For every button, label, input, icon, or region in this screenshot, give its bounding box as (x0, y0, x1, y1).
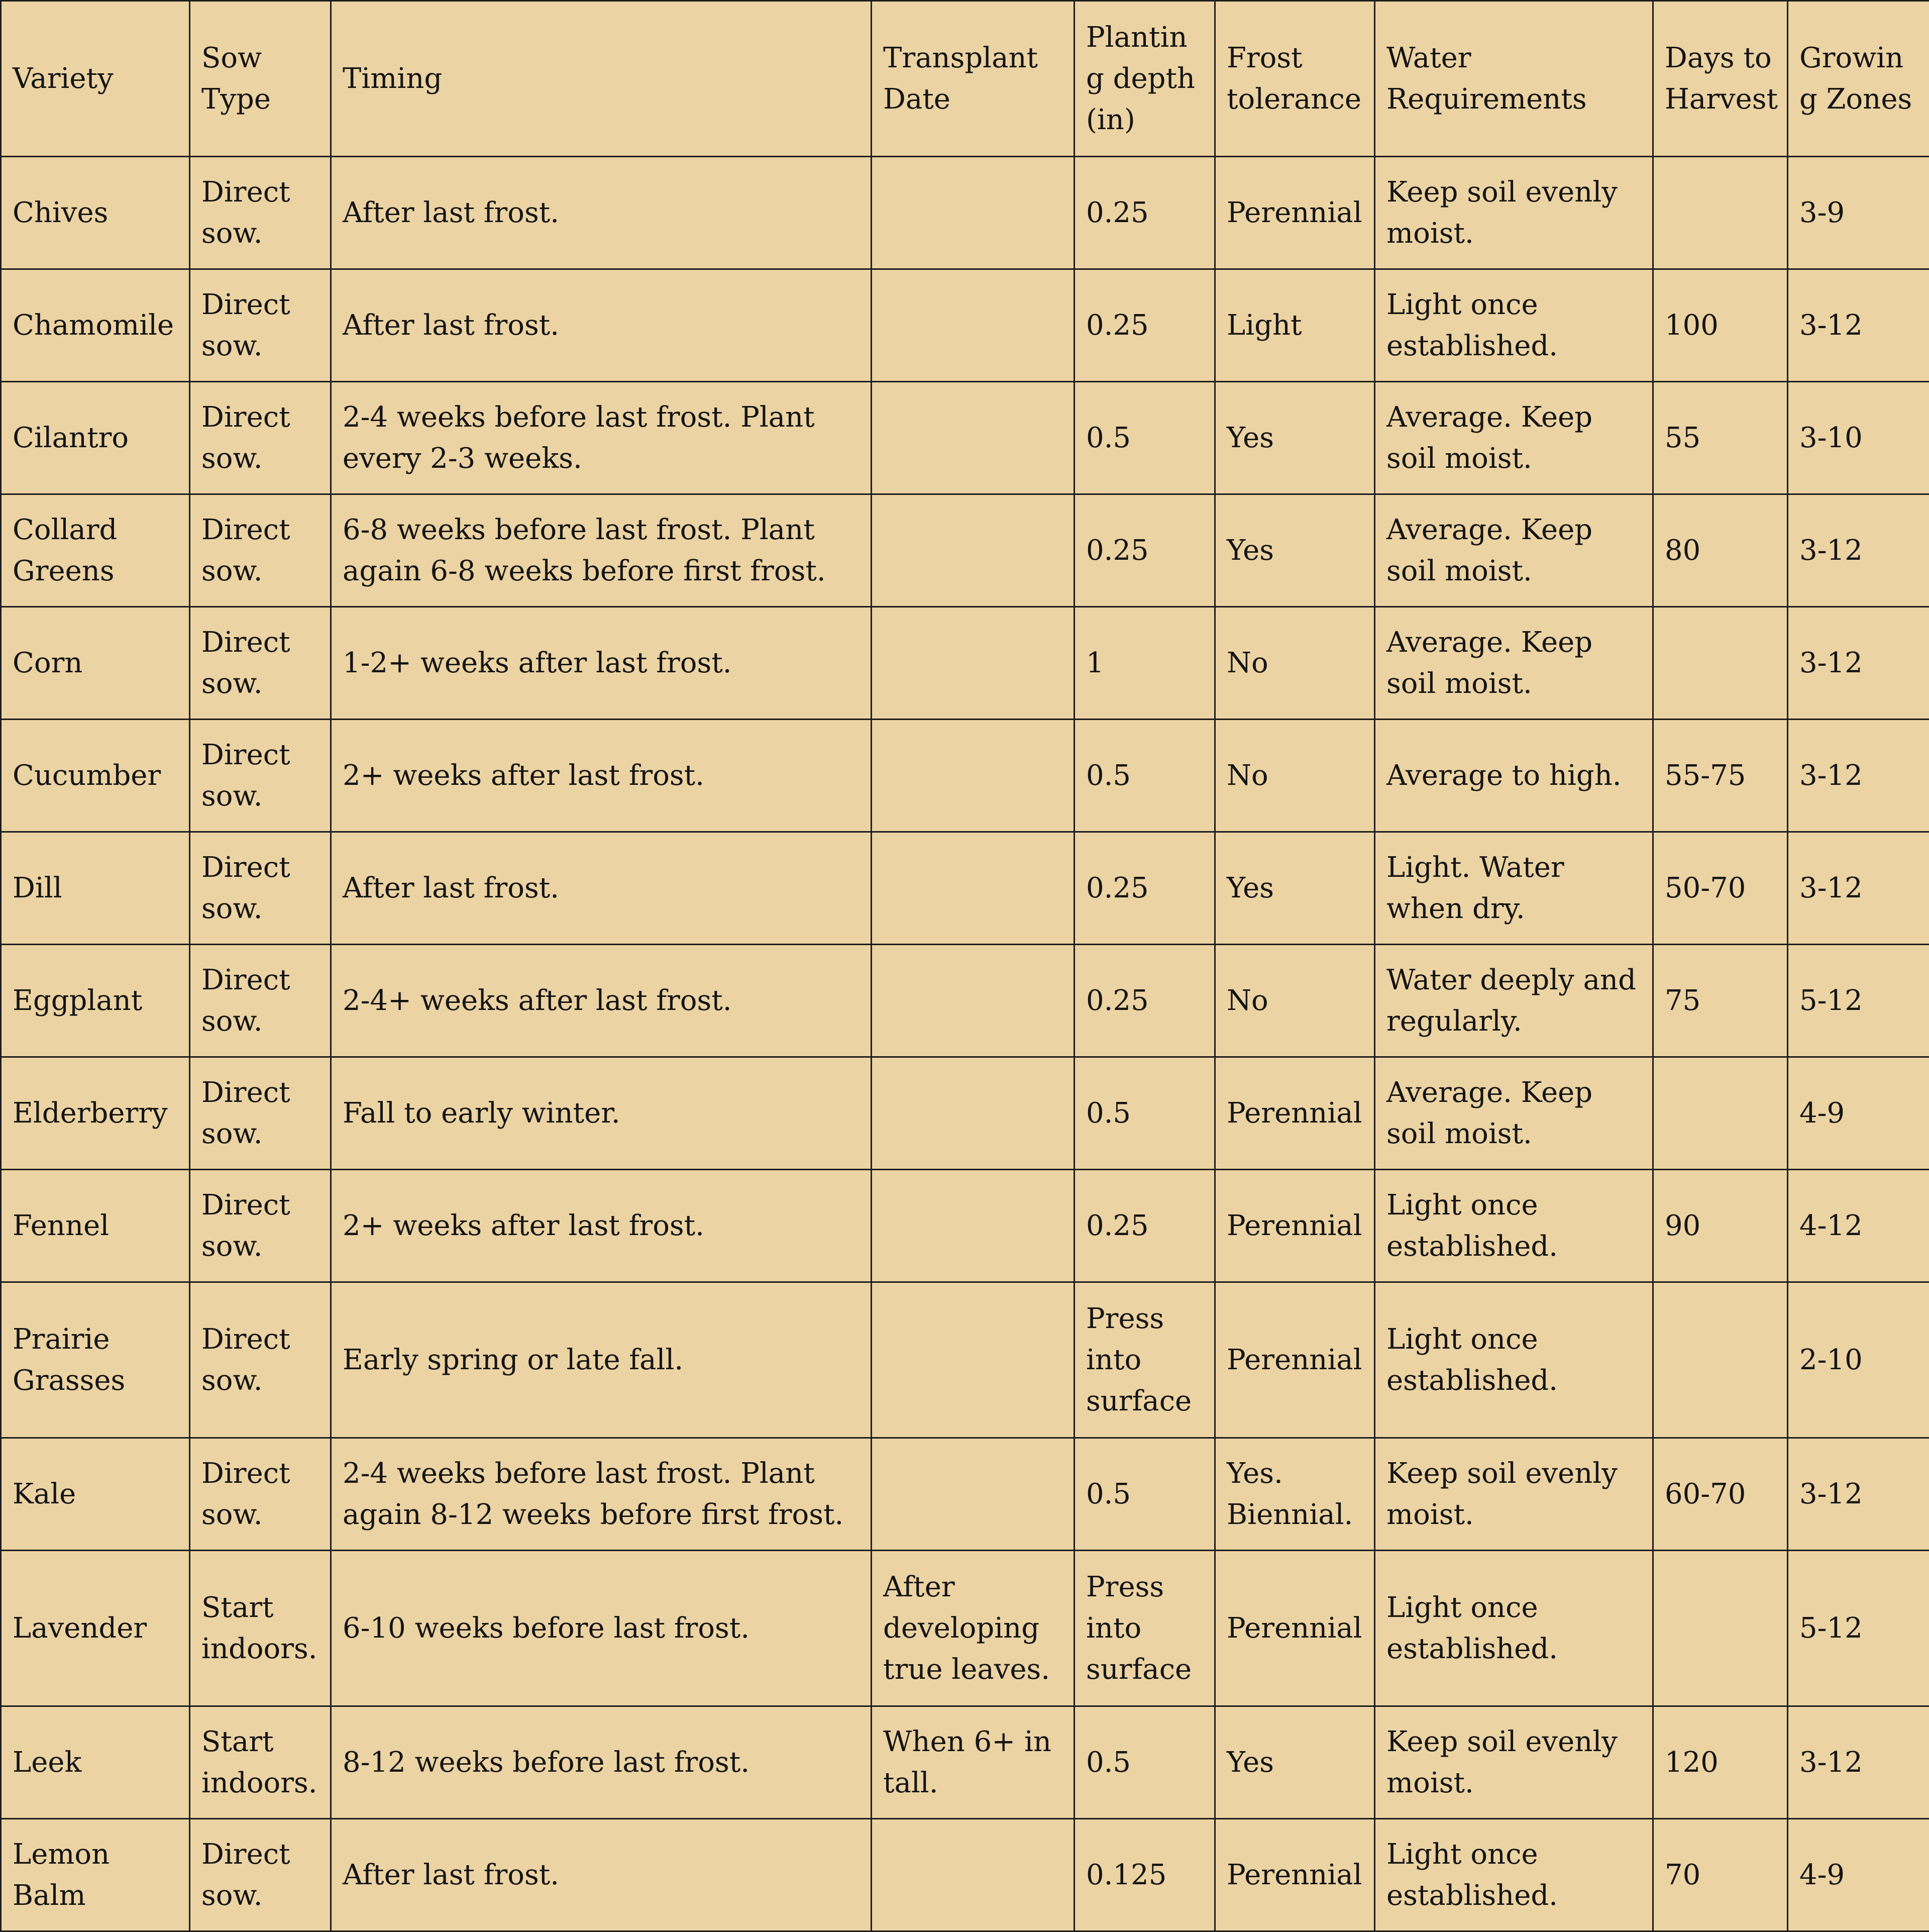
cell-water-requirements: Light once established. (1375, 269, 1653, 382)
cell-variety: Leek (1, 1706, 190, 1819)
cell-variety: Lavender (1, 1551, 190, 1706)
cell-growing-zones: 4-12 (1788, 1170, 1929, 1282)
cell-planting-depth: 0.5 (1075, 720, 1215, 832)
cell-growing-zones: 3-12 (1788, 607, 1929, 720)
header-timing: Timing (331, 1, 872, 157)
cell-transplant-date: After developing true leaves. (872, 1551, 1075, 1706)
cell-frost-tolerance: Yes (1215, 494, 1375, 607)
cell-transplant-date (872, 157, 1075, 269)
cell-timing: 6-8 weeks before last frost. Plant again 6-8 weeks before first frost. (331, 494, 872, 607)
cell-days-to-harvest: 120 (1653, 1706, 1788, 1819)
cell-water-requirements: Average. Keep soil moist. (1375, 494, 1653, 607)
cell-timing: 1-2+ weeks after last frost. (331, 607, 872, 720)
cell-variety: Lemon Balm (1, 1819, 190, 1931)
cell-timing: Early spring or late fall. (331, 1282, 872, 1438)
cell-frost-tolerance: Perennial (1215, 1551, 1375, 1706)
cell-timing: 2-4 weeks before last frost. Plant every 2-3 weeks. (331, 382, 872, 494)
cell-variety: Chives (1, 157, 190, 269)
cell-frost-tolerance: No (1215, 720, 1375, 832)
cell-planting-depth: 1 (1075, 607, 1215, 720)
cell-planting-depth: 0.5 (1075, 1706, 1215, 1819)
cell-water-requirements: Average to high. (1375, 720, 1653, 832)
header-planting-depth: Planting depth (in) (1075, 1, 1215, 157)
cell-days-to-harvest (1653, 1282, 1788, 1438)
cell-planting-depth: 0.25 (1075, 1170, 1215, 1282)
table-row (1, 494, 1929, 607)
cell-sow-type: Direct sow. (190, 1438, 331, 1551)
cell-days-to-harvest: 75 (1653, 945, 1788, 1057)
cell-growing-zones: 5-12 (1788, 1551, 1929, 1706)
cell-planting-depth: 0.5 (1075, 1438, 1215, 1551)
cell-sow-type: Direct sow. (190, 1282, 331, 1438)
table-row (1, 607, 1929, 720)
cell-variety: Fennel (1, 1170, 190, 1282)
cell-transplant-date (872, 269, 1075, 382)
header-frost-tolerance: Frost tolerance (1215, 1, 1375, 157)
cell-growing-zones: 4-9 (1788, 1819, 1929, 1931)
cell-frost-tolerance: Perennial (1215, 1057, 1375, 1170)
cell-days-to-harvest (1653, 1551, 1788, 1706)
table-row (1, 1170, 1929, 1282)
cell-variety: Collard Greens (1, 494, 190, 607)
table-row (1, 157, 1929, 269)
cell-variety: Prairie Grasses (1, 1282, 190, 1438)
cell-growing-zones: 3-9 (1788, 157, 1929, 269)
cell-water-requirements: Light. Water when dry. (1375, 832, 1653, 945)
cell-transplant-date (872, 1057, 1075, 1170)
cell-frost-tolerance: Yes (1215, 1706, 1375, 1819)
table-row (1, 720, 1929, 832)
cell-frost-tolerance: Light (1215, 269, 1375, 382)
cell-frost-tolerance: Perennial (1215, 157, 1375, 269)
cell-transplant-date (872, 1282, 1075, 1438)
cell-frost-tolerance: Perennial (1215, 1819, 1375, 1931)
cell-timing: 2-4 weeks before last frost. Plant again 8-12 weeks before first frost. (331, 1438, 872, 1551)
cell-sow-type: Direct sow. (190, 382, 331, 494)
table-row (1, 1057, 1929, 1170)
cell-frost-tolerance: Yes. Biennial. (1215, 1438, 1375, 1551)
table-row (1, 1438, 1929, 1551)
cell-transplant-date (872, 832, 1075, 945)
cell-sow-type: Direct sow. (190, 720, 331, 832)
cell-frost-tolerance: Perennial (1215, 1170, 1375, 1282)
cell-growing-zones: 4-9 (1788, 1057, 1929, 1170)
header-days-to-harvest: Days to Harvest (1653, 1, 1788, 157)
cell-transplant-date (872, 1170, 1075, 1282)
cell-sow-type: Direct sow. (190, 269, 331, 382)
cell-frost-tolerance: Perennial (1215, 1282, 1375, 1438)
cell-water-requirements: Average. Keep soil moist. (1375, 382, 1653, 494)
cell-sow-type: Direct sow. (190, 832, 331, 945)
cell-growing-zones: 2-10 (1788, 1282, 1929, 1438)
cell-timing: 6-10 weeks before last frost. (331, 1551, 872, 1706)
cell-frost-tolerance: No (1215, 945, 1375, 1057)
cell-variety: Dill (1, 832, 190, 945)
cell-water-requirements: Average. Keep soil moist. (1375, 607, 1653, 720)
cell-days-to-harvest (1653, 1057, 1788, 1170)
table-row (1, 1551, 1929, 1706)
cell-transplant-date (872, 720, 1075, 832)
cell-water-requirements: Average. Keep soil moist. (1375, 1057, 1653, 1170)
table-row (1, 832, 1929, 945)
cell-transplant-date: When 6+ in tall. (872, 1706, 1075, 1819)
header-sow-type: Sow Type (190, 1, 331, 157)
cell-planting-depth: Press into surface (1075, 1551, 1215, 1706)
table-row (1, 1706, 1929, 1819)
cell-timing: 2+ weeks after last frost. (331, 1170, 872, 1282)
cell-growing-zones: 3-12 (1788, 720, 1929, 832)
cell-planting-depth: 0.125 (1075, 1819, 1215, 1931)
cell-variety: Corn (1, 607, 190, 720)
cell-water-requirements: Keep soil evenly moist. (1375, 1438, 1653, 1551)
cell-variety: Elderberry (1, 1057, 190, 1170)
cell-water-requirements: Light once established. (1375, 1551, 1653, 1706)
cell-planting-depth: 0.25 (1075, 269, 1215, 382)
cell-sow-type: Direct sow. (190, 494, 331, 607)
header-growing-zones: Growing Zones (1788, 1, 1929, 157)
table-row (1, 1282, 1929, 1438)
table-row (1, 269, 1929, 382)
cell-timing: After last frost. (331, 1819, 872, 1931)
cell-growing-zones: 3-12 (1788, 269, 1929, 382)
cell-planting-depth: Press into surface (1075, 1282, 1215, 1438)
cell-transplant-date (872, 382, 1075, 494)
cell-days-to-harvest: 50-70 (1653, 832, 1788, 945)
cell-variety: Cucumber (1, 720, 190, 832)
cell-timing: After last frost. (331, 157, 872, 269)
cell-days-to-harvest (1653, 607, 1788, 720)
cell-transplant-date (872, 607, 1075, 720)
cell-transplant-date (872, 945, 1075, 1057)
cell-timing: After last frost. (331, 269, 872, 382)
cell-transplant-date (872, 1819, 1075, 1931)
cell-sow-type: Direct sow. (190, 607, 331, 720)
cell-sow-type: Start indoors. (190, 1706, 331, 1819)
cell-sow-type: Direct sow. (190, 1819, 331, 1931)
cell-growing-zones: 3-12 (1788, 1438, 1929, 1551)
cell-variety: Cilantro (1, 382, 190, 494)
cell-variety: Kale (1, 1438, 190, 1551)
cell-water-requirements: Light once established. (1375, 1819, 1653, 1931)
cell-water-requirements: Light once established. (1375, 1282, 1653, 1438)
cell-planting-depth: 0.5 (1075, 1057, 1215, 1170)
cell-growing-zones: 3-12 (1788, 494, 1929, 607)
cell-days-to-harvest: 90 (1653, 1170, 1788, 1282)
cell-sow-type: Direct sow. (190, 1057, 331, 1170)
cell-planting-depth: 0.5 (1075, 382, 1215, 494)
cell-timing: 8-12 weeks before last frost. (331, 1706, 872, 1819)
cell-days-to-harvest: 100 (1653, 269, 1788, 382)
table-body (1, 157, 1929, 1931)
header-row (1, 1, 1929, 157)
cell-days-to-harvest (1653, 157, 1788, 269)
cell-transplant-date (872, 1438, 1075, 1551)
cell-water-requirements: Water deeply and regularly. (1375, 945, 1653, 1057)
cell-days-to-harvest: 80 (1653, 494, 1788, 607)
header-water-requirements: Water Requirements (1375, 1, 1653, 157)
cell-growing-zones: 3-12 (1788, 832, 1929, 945)
cell-water-requirements: Keep soil evenly moist. (1375, 157, 1653, 269)
cell-timing: 2+ weeks after last frost. (331, 720, 872, 832)
cell-days-to-harvest: 70 (1653, 1819, 1788, 1931)
cell-planting-depth: 0.25 (1075, 157, 1215, 269)
cell-variety: Chamomile (1, 269, 190, 382)
cell-planting-depth: 0.25 (1075, 494, 1215, 607)
cell-planting-depth: 0.25 (1075, 832, 1215, 945)
cell-days-to-harvest: 60-70 (1653, 1438, 1788, 1551)
cell-frost-tolerance: Yes (1215, 382, 1375, 494)
cell-growing-zones: 3-12 (1788, 1706, 1929, 1819)
cell-water-requirements: Keep soil evenly moist. (1375, 1706, 1653, 1819)
cell-sow-type: Direct sow. (190, 157, 331, 269)
cell-transplant-date (872, 494, 1075, 607)
table-row (1, 1819, 1929, 1931)
cell-days-to-harvest: 55-75 (1653, 720, 1788, 832)
cell-timing: Fall to early winter. (331, 1057, 872, 1170)
table-row (1, 945, 1929, 1057)
cell-frost-tolerance: No (1215, 607, 1375, 720)
cell-days-to-harvest: 55 (1653, 382, 1788, 494)
cell-sow-type: Direct sow. (190, 1170, 331, 1282)
cell-growing-zones: 5-12 (1788, 945, 1929, 1057)
cell-water-requirements: Light once established. (1375, 1170, 1653, 1282)
cell-timing: After last frost. (331, 832, 872, 945)
cell-growing-zones: 3-10 (1788, 382, 1929, 494)
cell-sow-type: Start indoors. (190, 1551, 331, 1706)
cell-variety: Eggplant (1, 945, 190, 1057)
table-row (1, 382, 1929, 494)
cell-sow-type: Direct sow. (190, 945, 331, 1057)
header-variety: Variety (1, 1, 190, 157)
cell-planting-depth: 0.25 (1075, 945, 1215, 1057)
cell-timing: 2-4+ weeks after last frost. (331, 945, 872, 1057)
cell-frost-tolerance: Yes (1215, 832, 1375, 945)
header-transplant-date: Transplant Date (872, 1, 1075, 157)
